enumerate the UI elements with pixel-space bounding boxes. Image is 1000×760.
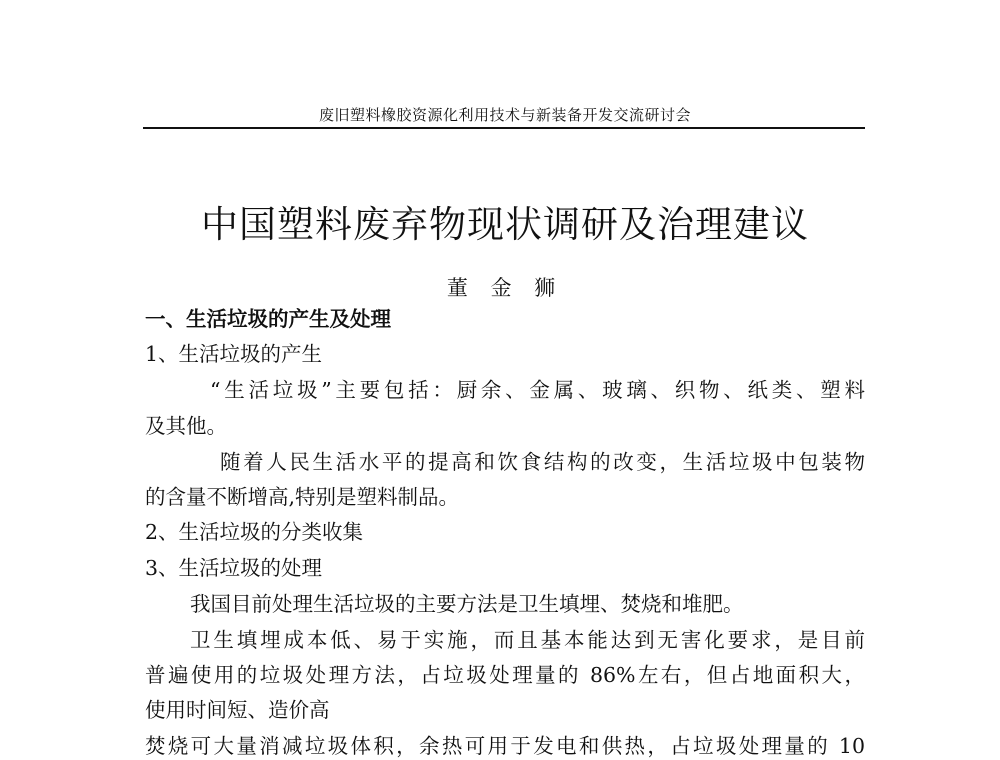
paragraph-line: 的含量不断增高,特别是塑料制品。 [145, 485, 460, 509]
subsection-heading: 1、生活垃圾的产生 [145, 342, 323, 366]
paragraph-line: 使用时间短、造价高 [145, 698, 330, 722]
section-heading: 一、生活垃圾的产生及处理 [145, 307, 391, 331]
paragraph-line: 及其他。 [145, 414, 227, 438]
article-author: 董 金 狮 [446, 276, 564, 300]
subsection-heading: 3、生活垃圾的处理 [145, 556, 323, 580]
paragraph-line: “生活垃圾”主要包括：厨余、金属、玻璃、织物、纸类、塑料 [210, 378, 865, 402]
header-rule [143, 127, 865, 129]
paragraph-line: 普遍使用的垃圾处理方法，占垃圾处理量的 86%左右，但占地面积大， [145, 663, 865, 687]
paragraph-line: 卫生填埋成本低、易于实施，而且基本能达到无害化要求，是目前 [190, 628, 865, 652]
running-header: 废旧塑料橡胶资源化利用技术与新装备开发交流研讨会 [318, 106, 691, 124]
paragraph-line: 焚烧可大量消减垃圾体积，余热可用于发电和供热，占垃圾处理量的 10 [145, 734, 865, 758]
paragraph-line: 我国目前处理生活垃圾的主要方法是卫生填埋、焚烧和堆肥。 [190, 592, 744, 616]
subsection-heading: 2、生活垃圾的分类收集 [145, 520, 364, 544]
article-title: 中国塑料废弃物现状调研及治理建议 [201, 203, 809, 246]
paragraph-line: 随着人民生活水平的提高和饮食结构的改变，生活垃圾中包装物 [220, 450, 865, 474]
